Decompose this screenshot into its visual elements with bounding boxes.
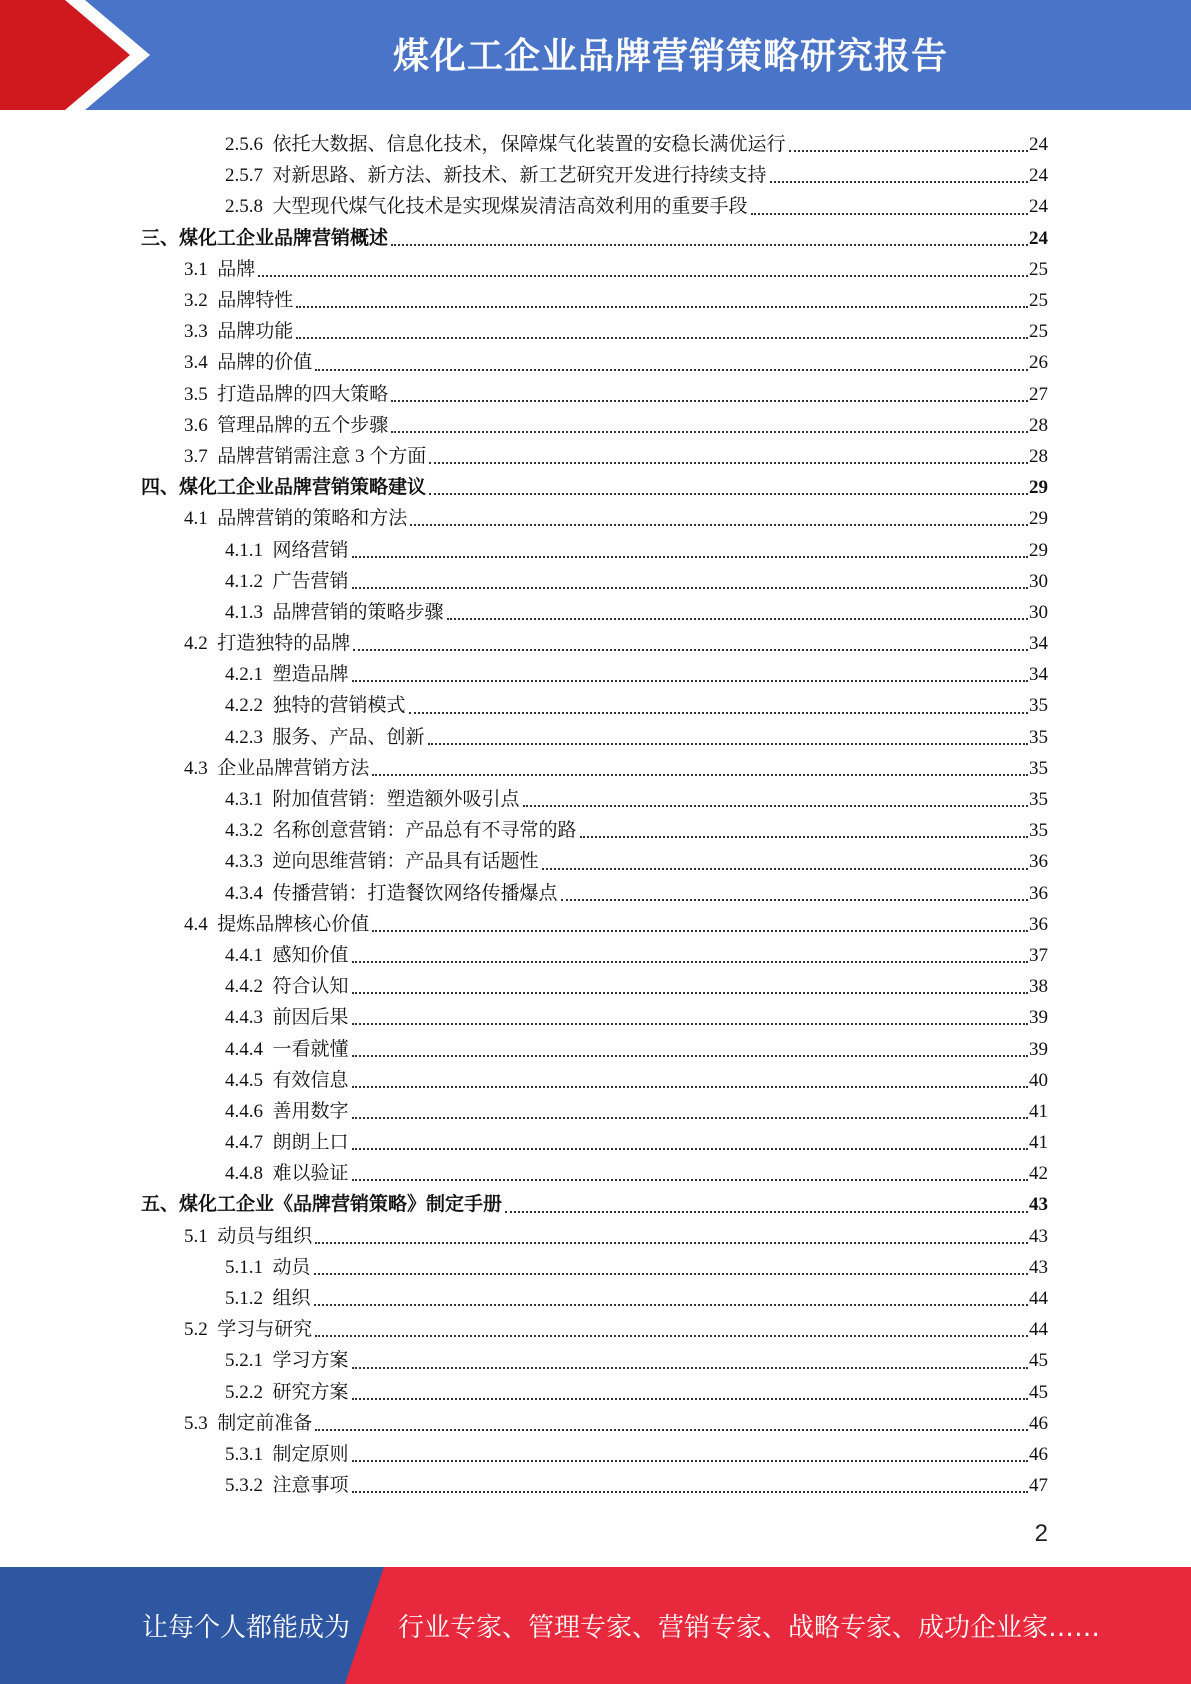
toc-entry-title: 制定原则 bbox=[272, 1443, 349, 1465]
toc-entry[interactable] bbox=[141, 628, 1048, 659]
toc-entry-title: 品牌特性 bbox=[217, 290, 294, 312]
toc-entry-page: 25 bbox=[1029, 290, 1048, 312]
toc-dot-leader bbox=[352, 679, 1028, 682]
toc-entry-page: 44 bbox=[1029, 1319, 1048, 1341]
toc-entry-page: 41 bbox=[1029, 1132, 1048, 1154]
toc-entry[interactable] bbox=[141, 846, 1048, 877]
toc-dot-leader bbox=[751, 212, 1028, 215]
toc-entry-page: 43 bbox=[1029, 1194, 1048, 1216]
toc-entry[interactable] bbox=[141, 1252, 1048, 1283]
toc-entry-title: 品牌功能 bbox=[217, 321, 294, 343]
toc-entry-page: 37 bbox=[1029, 944, 1048, 966]
toc-dot-leader bbox=[352, 1085, 1028, 1088]
toc-entry-number: 4.3.2 bbox=[225, 820, 263, 842]
toc-entry-page: 24 bbox=[1029, 165, 1048, 187]
toc-entry[interactable] bbox=[141, 223, 1048, 254]
toc-entry-page: 24 bbox=[1029, 134, 1048, 156]
toc-entry-page: 35 bbox=[1029, 820, 1048, 842]
toc-entry-page: 29 bbox=[1029, 539, 1048, 561]
toc-dot-leader bbox=[296, 305, 1028, 308]
toc-entry[interactable] bbox=[141, 1189, 1048, 1220]
toc-entry-title: 四、煤化工企业品牌营销策略建议 bbox=[141, 477, 427, 499]
toc-entry-page: 40 bbox=[1029, 1069, 1048, 1091]
toc-entry-number: 4.1.3 bbox=[225, 601, 263, 623]
toc-entry-number: 3.5 bbox=[184, 383, 208, 405]
toc-entry-title: 附加值营销：塑造额外吸引点 bbox=[272, 789, 520, 811]
toc-entry-page: 30 bbox=[1029, 570, 1048, 592]
toc-entry-title: 感知价值 bbox=[272, 944, 349, 966]
toc-dot-leader bbox=[372, 929, 1028, 932]
toc-entry-number: 4.3.3 bbox=[225, 851, 263, 873]
toc-dot-leader bbox=[429, 461, 1028, 464]
toc-entry-number: 4.1.2 bbox=[225, 570, 263, 592]
toc-entry-number: 3.7 bbox=[184, 445, 208, 467]
toc-dot-leader bbox=[447, 617, 1028, 620]
toc-entry-title: 品牌 bbox=[217, 258, 256, 280]
toc-dot-leader bbox=[429, 492, 1028, 495]
toc-entry[interactable] bbox=[141, 1345, 1048, 1376]
toc-dot-leader bbox=[352, 586, 1028, 589]
toc-entry-title: 动员与组织 bbox=[217, 1225, 313, 1247]
toc-entry-title: 管理品牌的五个步骤 bbox=[217, 414, 389, 436]
toc-entry-title: 独特的营销模式 bbox=[272, 695, 406, 717]
document-title: 煤化工企业品牌营销策略研究报告 bbox=[392, 35, 948, 77]
toc-entry-page: 24 bbox=[1029, 227, 1048, 249]
toc-dot-leader bbox=[391, 430, 1028, 433]
toc-entry-number: 5.3.1 bbox=[225, 1443, 263, 1465]
toc-entry-number: 5.3 bbox=[184, 1412, 208, 1434]
toc-entry-number: 5.1.2 bbox=[225, 1288, 263, 1310]
toc-entry-page: 45 bbox=[1029, 1350, 1048, 1372]
toc-entry-number: 2.5.7 bbox=[225, 165, 263, 187]
toc-entry-title: 组织 bbox=[272, 1288, 311, 1310]
toc-entry-page: 43 bbox=[1029, 1256, 1048, 1278]
toc-entry[interactable] bbox=[141, 1283, 1048, 1314]
toc-dot-leader bbox=[352, 1366, 1028, 1369]
toc-entry[interactable] bbox=[141, 472, 1048, 503]
toc-dot-leader bbox=[314, 1303, 1028, 1306]
toc-dot-leader bbox=[770, 180, 1028, 183]
toc-entry-title: 品牌营销的策略步骤 bbox=[272, 601, 444, 623]
toc-entry-number: 3.4 bbox=[184, 352, 208, 374]
toc-dot-leader bbox=[258, 274, 1028, 277]
toc-entry-page: 46 bbox=[1029, 1412, 1048, 1434]
toc-dot-leader bbox=[505, 1210, 1028, 1213]
toc-entry-page: 34 bbox=[1029, 664, 1048, 686]
toc-entry-page: 35 bbox=[1029, 789, 1048, 811]
toc-dot-leader bbox=[352, 1022, 1028, 1025]
toc-entry[interactable] bbox=[141, 1377, 1048, 1408]
toc-entry[interactable] bbox=[141, 784, 1048, 815]
toc-dot-leader bbox=[315, 1428, 1028, 1431]
toc-entry-number: 4.4.6 bbox=[225, 1100, 263, 1122]
page-footer bbox=[0, 1567, 1191, 1684]
toc-entry-number: 5.3.2 bbox=[225, 1475, 263, 1497]
toc-entry[interactable] bbox=[141, 1096, 1048, 1127]
toc-entry[interactable] bbox=[141, 690, 1048, 721]
toc-entry[interactable] bbox=[141, 659, 1048, 690]
toc-entry-number: 2.5.6 bbox=[225, 134, 263, 156]
toc-entry-number: 5.2.2 bbox=[225, 1381, 263, 1403]
toc-entry-title: 注意事项 bbox=[272, 1475, 349, 1497]
toc-entry-number: 4.4.4 bbox=[225, 1038, 263, 1060]
toc-dot-leader bbox=[372, 773, 1028, 776]
toc-entry-page: 44 bbox=[1029, 1288, 1048, 1310]
toc-entry[interactable] bbox=[141, 379, 1048, 410]
toc-entry[interactable] bbox=[141, 1127, 1048, 1158]
toc-entry-page: 45 bbox=[1029, 1381, 1048, 1403]
toc-entry[interactable] bbox=[141, 1065, 1048, 1096]
toc-entry[interactable] bbox=[141, 1002, 1048, 1033]
toc-entry[interactable] bbox=[141, 254, 1048, 285]
toc-entry[interactable] bbox=[141, 753, 1048, 784]
toc-entry-number: 3.2 bbox=[184, 290, 208, 312]
toc-entry-title: 依托大数据、信息化技术，保障煤气化装置的安稳长满优运行 bbox=[272, 134, 786, 156]
toc-entry-number: 4.4 bbox=[184, 913, 208, 935]
toc-dot-leader bbox=[352, 1147, 1028, 1150]
toc-entry-number: 4.2.3 bbox=[225, 726, 263, 748]
toc-entry-page: 41 bbox=[1029, 1100, 1048, 1122]
toc-entry-title: 朗朗上口 bbox=[272, 1132, 349, 1154]
toc-entry[interactable] bbox=[141, 1408, 1048, 1439]
toc-entry-number: 3.1 bbox=[184, 258, 208, 280]
toc-dot-leader bbox=[391, 243, 1028, 246]
toc-dot-leader bbox=[352, 960, 1028, 963]
toc-entry-title: 品牌的价值 bbox=[217, 352, 313, 374]
toc-entry-page: 43 bbox=[1029, 1225, 1048, 1247]
toc-entry-page: 25 bbox=[1029, 258, 1048, 280]
toc-entry-number: 4.3 bbox=[184, 757, 208, 779]
toc-entry-page: 36 bbox=[1029, 913, 1048, 935]
toc-entry[interactable] bbox=[141, 1033, 1048, 1064]
toc-entry-page: 28 bbox=[1029, 445, 1048, 467]
toc-entry[interactable] bbox=[141, 316, 1048, 347]
toc-entry-title: 服务、产品、创新 bbox=[272, 726, 425, 748]
toc-entry-number: 5.2 bbox=[184, 1319, 208, 1341]
toc-entry-title: 名称创意营销：产品总有不寻常的路 bbox=[272, 820, 577, 842]
toc-entry-page: 36 bbox=[1029, 882, 1048, 904]
toc-entry[interactable] bbox=[141, 285, 1048, 316]
toc-entry[interactable] bbox=[141, 566, 1048, 597]
toc-dot-leader bbox=[353, 648, 1028, 651]
toc-entry-number: 4.4.3 bbox=[225, 1007, 263, 1029]
toc-entry-number: 4.4.7 bbox=[225, 1132, 263, 1154]
toc-entry[interactable] bbox=[141, 971, 1048, 1002]
toc-entry-number: 3.3 bbox=[184, 321, 208, 343]
toc-entry[interactable] bbox=[141, 1470, 1048, 1501]
toc-entry[interactable] bbox=[141, 1158, 1048, 1189]
table-of-contents bbox=[141, 129, 1048, 1501]
footer-slogan-left: 让每个人都能成为 bbox=[142, 1613, 351, 1643]
toc-dot-leader bbox=[352, 1054, 1028, 1057]
toc-entry-title: 逆向思维营销：产品具有话题性 bbox=[272, 851, 539, 873]
toc-entry[interactable] bbox=[141, 534, 1048, 565]
toc-dot-leader bbox=[352, 1178, 1028, 1181]
toc-entry-number: 5.1 bbox=[184, 1225, 208, 1247]
toc-entry-title: 学习与研究 bbox=[217, 1319, 313, 1341]
toc-entry-number: 4.4.5 bbox=[225, 1069, 263, 1091]
toc-entry-title: 传播营销：打造餐饮网络传播爆点 bbox=[272, 882, 558, 904]
toc-entry-title: 品牌营销需注意 3 个方面 bbox=[217, 445, 427, 467]
toc-entry-number: 4.2.1 bbox=[225, 664, 263, 686]
toc-dot-leader bbox=[315, 1334, 1028, 1337]
toc-entry[interactable] bbox=[141, 597, 1048, 628]
toc-dot-leader bbox=[523, 804, 1028, 807]
toc-entry[interactable] bbox=[141, 1314, 1048, 1345]
toc-entry-page: 36 bbox=[1029, 851, 1048, 873]
toc-entry[interactable] bbox=[141, 160, 1048, 191]
page-number: 2 bbox=[1034, 1520, 1048, 1547]
toc-entry-number: 2.5.8 bbox=[225, 196, 263, 218]
toc-entry-page: 30 bbox=[1029, 601, 1048, 623]
toc-entry-title: 打造品牌的四大策略 bbox=[217, 383, 389, 405]
toc-entry-title: 打造独特的品牌 bbox=[217, 633, 351, 655]
toc-dot-leader bbox=[352, 991, 1028, 994]
toc-dot-leader bbox=[352, 1490, 1028, 1493]
toc-entry-number: 5.1.1 bbox=[225, 1256, 263, 1278]
toc-entry-number: 4.4.8 bbox=[225, 1163, 263, 1185]
toc-entry[interactable] bbox=[141, 503, 1048, 534]
toc-entry-page: 39 bbox=[1029, 1007, 1048, 1029]
toc-entry-title: 前因后果 bbox=[272, 1007, 349, 1029]
toc-entry-number: 4.1.1 bbox=[225, 539, 263, 561]
toc-entry-page: 38 bbox=[1029, 976, 1048, 998]
toc-entry-number: 4.4.1 bbox=[225, 944, 263, 966]
toc-entry-title: 五、煤化工企业《品牌营销策略》制定手册 bbox=[141, 1194, 503, 1216]
toc-entry-number: 4.2.2 bbox=[225, 695, 263, 717]
toc-entry-title: 一看就懂 bbox=[272, 1038, 349, 1060]
toc-entry-title: 企业品牌营销方法 bbox=[217, 757, 370, 779]
toc-dot-leader bbox=[314, 1272, 1028, 1275]
toc-dot-leader bbox=[352, 1459, 1028, 1462]
toc-dot-leader bbox=[580, 835, 1028, 838]
toc-entry-page: 24 bbox=[1029, 196, 1048, 218]
toc-dot-leader bbox=[352, 1397, 1028, 1400]
toc-dot-leader bbox=[561, 898, 1028, 901]
toc-dot-leader bbox=[542, 867, 1028, 870]
toc-entry-page: 27 bbox=[1029, 383, 1048, 405]
toc-entry[interactable] bbox=[141, 1221, 1048, 1252]
toc-entry-title: 对新思路、新方法、新技术、新工艺研究开发进行持续支持 bbox=[272, 165, 767, 187]
toc-entry-page: 28 bbox=[1029, 414, 1048, 436]
toc-entry-number: 3.6 bbox=[184, 414, 208, 436]
toc-entry[interactable] bbox=[141, 441, 1048, 472]
footer-slogan-right: 行业专家、管理专家、营销专家、战略专家、成功企业家…… bbox=[398, 1613, 1101, 1643]
toc-entry-title: 大型现代煤气化技术是实现煤炭清洁高效利用的重要手段 bbox=[272, 196, 748, 218]
toc-entry-page: 46 bbox=[1029, 1443, 1048, 1465]
toc-entry-page: 29 bbox=[1029, 477, 1048, 499]
toc-entry[interactable] bbox=[141, 878, 1048, 909]
toc-entry-page: 47 bbox=[1029, 1475, 1048, 1497]
toc-entry-number: 4.4.2 bbox=[225, 976, 263, 998]
toc-entry-title: 广告营销 bbox=[272, 570, 349, 592]
toc-entry-page: 35 bbox=[1029, 757, 1048, 779]
toc-entry-title: 难以验证 bbox=[272, 1163, 349, 1185]
toc-dot-leader bbox=[296, 336, 1028, 339]
toc-entry[interactable] bbox=[141, 940, 1048, 971]
toc-entry[interactable] bbox=[141, 129, 1048, 160]
toc-entry-title: 动员 bbox=[272, 1256, 311, 1278]
toc-entry[interactable] bbox=[141, 191, 1048, 222]
toc-entry-title: 符合认知 bbox=[272, 976, 349, 998]
toc-dot-leader bbox=[315, 1241, 1028, 1244]
toc-entry-number: 4.3.1 bbox=[225, 789, 263, 811]
toc-entry-page: 35 bbox=[1029, 726, 1048, 748]
toc-entry-title: 善用数字 bbox=[272, 1100, 349, 1122]
toc-entry-page: 42 bbox=[1029, 1163, 1048, 1185]
toc-entry[interactable] bbox=[141, 410, 1048, 441]
toc-entry[interactable] bbox=[141, 722, 1048, 753]
toc-entry[interactable] bbox=[141, 815, 1048, 846]
toc-entry-page: 39 bbox=[1029, 1038, 1048, 1060]
toc-entry-title: 塑造品牌 bbox=[272, 664, 349, 686]
toc-dot-leader bbox=[409, 711, 1028, 714]
toc-dot-leader bbox=[352, 1116, 1028, 1119]
toc-entry-title: 品牌营销的策略和方法 bbox=[217, 508, 408, 530]
toc-dot-leader bbox=[428, 742, 1028, 745]
toc-entry-page: 34 bbox=[1029, 633, 1048, 655]
toc-entry-number: 4.2 bbox=[184, 633, 208, 655]
toc-entry-title: 制定前准备 bbox=[217, 1412, 313, 1434]
toc-entry-number: 4.3.4 bbox=[225, 882, 263, 904]
toc-entry-number: 4.1 bbox=[184, 508, 208, 530]
toc-entry-page: 35 bbox=[1029, 695, 1048, 717]
toc-entry-title: 三、煤化工企业品牌营销概述 bbox=[141, 227, 389, 249]
toc-entry-title: 研究方案 bbox=[272, 1381, 349, 1403]
toc-entry-title: 网络营销 bbox=[272, 539, 349, 561]
toc-entry-page: 26 bbox=[1029, 352, 1048, 374]
toc-entry[interactable] bbox=[141, 1439, 1048, 1470]
toc-dot-leader bbox=[391, 399, 1028, 402]
toc-entry-title: 学习方案 bbox=[272, 1350, 349, 1372]
page-header bbox=[0, 0, 1191, 110]
toc-dot-leader bbox=[352, 555, 1028, 558]
toc-entry-page: 29 bbox=[1029, 508, 1048, 530]
toc-dot-leader bbox=[789, 149, 1028, 152]
toc-entry-title: 提炼品牌核心价值 bbox=[217, 913, 370, 935]
toc-dot-leader bbox=[315, 368, 1028, 371]
toc-entry-page: 25 bbox=[1029, 321, 1048, 343]
toc-entry[interactable] bbox=[141, 909, 1048, 940]
toc-entry-number: 5.2.1 bbox=[225, 1350, 263, 1372]
toc-entry[interactable] bbox=[141, 347, 1048, 378]
toc-entry-title: 有效信息 bbox=[272, 1069, 349, 1091]
toc-dot-leader bbox=[410, 523, 1028, 526]
